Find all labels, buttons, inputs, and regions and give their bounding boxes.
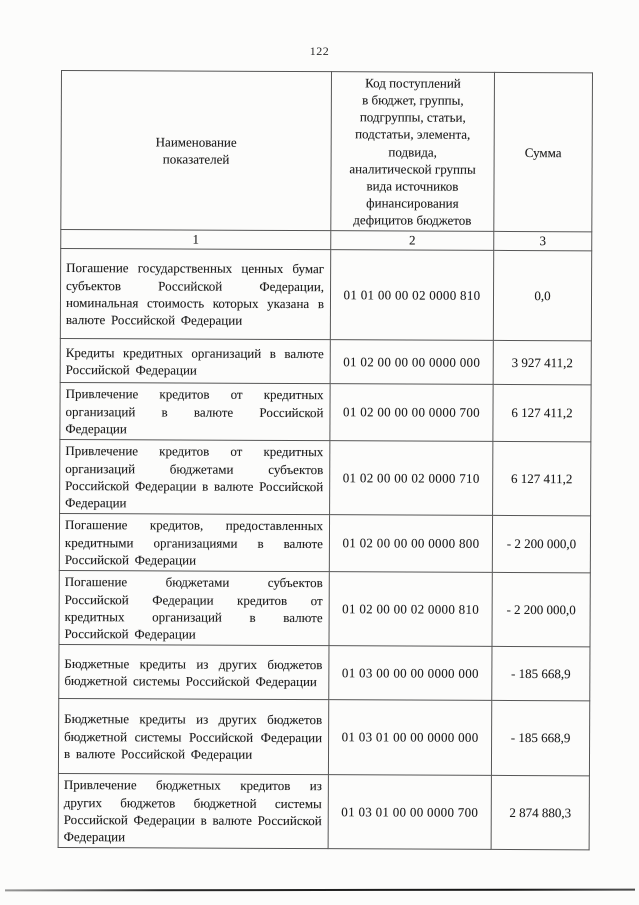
row-name-cell: Бюджетные кредиты из других бюджетов бюджетной системы Российской Федерации в валюте Российской Федерации	[58, 699, 328, 775]
row-code-cell: 01 03 01 00 00 0000 700	[328, 775, 491, 850]
column-numbers-row	[61, 230, 592, 251]
table-row	[60, 339, 591, 385]
header-name-indicators: Наименование показателей	[61, 71, 332, 232]
table-row	[59, 514, 590, 573]
row-sum-cell: 6 127 411,2	[493, 385, 591, 442]
row-sum-cell: 3 927 411,2	[493, 341, 591, 385]
table-row	[60, 383, 591, 442]
table-row	[59, 645, 590, 701]
row-name-cell: Привлечение кредитов от кредитных организаций бюджетами субъектов Российской Федерации в валюте Российской Федерации	[60, 440, 330, 515]
column-number-3: 3	[494, 232, 592, 251]
row-sum-cell: 2 874 880,3	[491, 776, 589, 851]
row-sum-cell: - 2 200 000,0	[492, 516, 590, 573]
row-name-cell: Погашение государственных ценных бумаг субъектов Российской Федерации, номинальная стоимость которых указана в валюте Российской Федерации	[60, 249, 330, 340]
row-code-cell: 01 03 01 00 00 0000 000	[328, 700, 491, 776]
table-row	[58, 699, 589, 776]
row-name-cell: Привлечение бюджетных кредитов из других бюджетов бюджетной системы Российской Федерации в валюте Российской Федерации	[58, 774, 328, 849]
scan-artifact-line	[5, 889, 635, 892]
table-row	[60, 249, 591, 341]
row-code-cell: 01 02 00 00 00 0000 800	[329, 515, 492, 573]
row-sum-cell: - 185 668,9	[492, 647, 590, 701]
row-code-cell: 01 01 00 00 02 0000 810	[330, 250, 493, 341]
column-number-2: 2	[331, 231, 494, 251]
row-code-cell: 01 02 00 00 00 0000 000	[330, 340, 493, 385]
page-number: 122	[309, 44, 330, 58]
row-name-cell: Привлечение кредитов от кредитных организаций в валюте Российской Федерации	[60, 383, 330, 441]
row-sum-cell: - 2 200 000,0	[492, 573, 590, 648]
header-sum: Сумма	[494, 72, 593, 232]
row-name-cell: Бюджетные кредиты из других бюджетов бюджетной системы Российской Федерации	[59, 645, 329, 700]
header-budget-code: Код поступлений в бюджет, группы, подгруппы, статьи, подстатьи, элемента, подвида, аналитической группы вида источников финансирования дефицитов бюджетов	[331, 72, 495, 232]
row-sum-cell: 6 127 411,2	[493, 442, 591, 517]
column-number-1: 1	[61, 230, 331, 250]
row-sum-cell: - 185 668,9	[491, 701, 589, 776]
row-name-cell: Погашение бюджетами субъектов Российской Федерации кредитов от кредитных организаций в валюте Российской Федерации	[59, 571, 329, 646]
row-code-cell: 01 02 00 00 02 0000 710	[330, 441, 493, 516]
row-code-cell: 01 02 00 00 00 0000 700	[330, 384, 493, 442]
table-header-row	[61, 71, 593, 233]
row-code-cell: 01 03 00 00 00 0000 000	[329, 646, 492, 701]
table-row	[60, 440, 591, 516]
budget-sources-table	[58, 70, 593, 851]
row-name-cell: Кредиты кредитных организаций в валюте Российской Федерации	[60, 339, 330, 384]
row-sum-cell: 0,0	[493, 251, 591, 341]
table-row	[58, 774, 589, 850]
row-code-cell: 01 02 00 00 02 0000 810	[329, 572, 492, 647]
table-row	[59, 571, 590, 647]
row-name-cell: Погашение кредитов, предоставленных кредитными организациями в валюте Российской Федерации	[59, 514, 329, 572]
